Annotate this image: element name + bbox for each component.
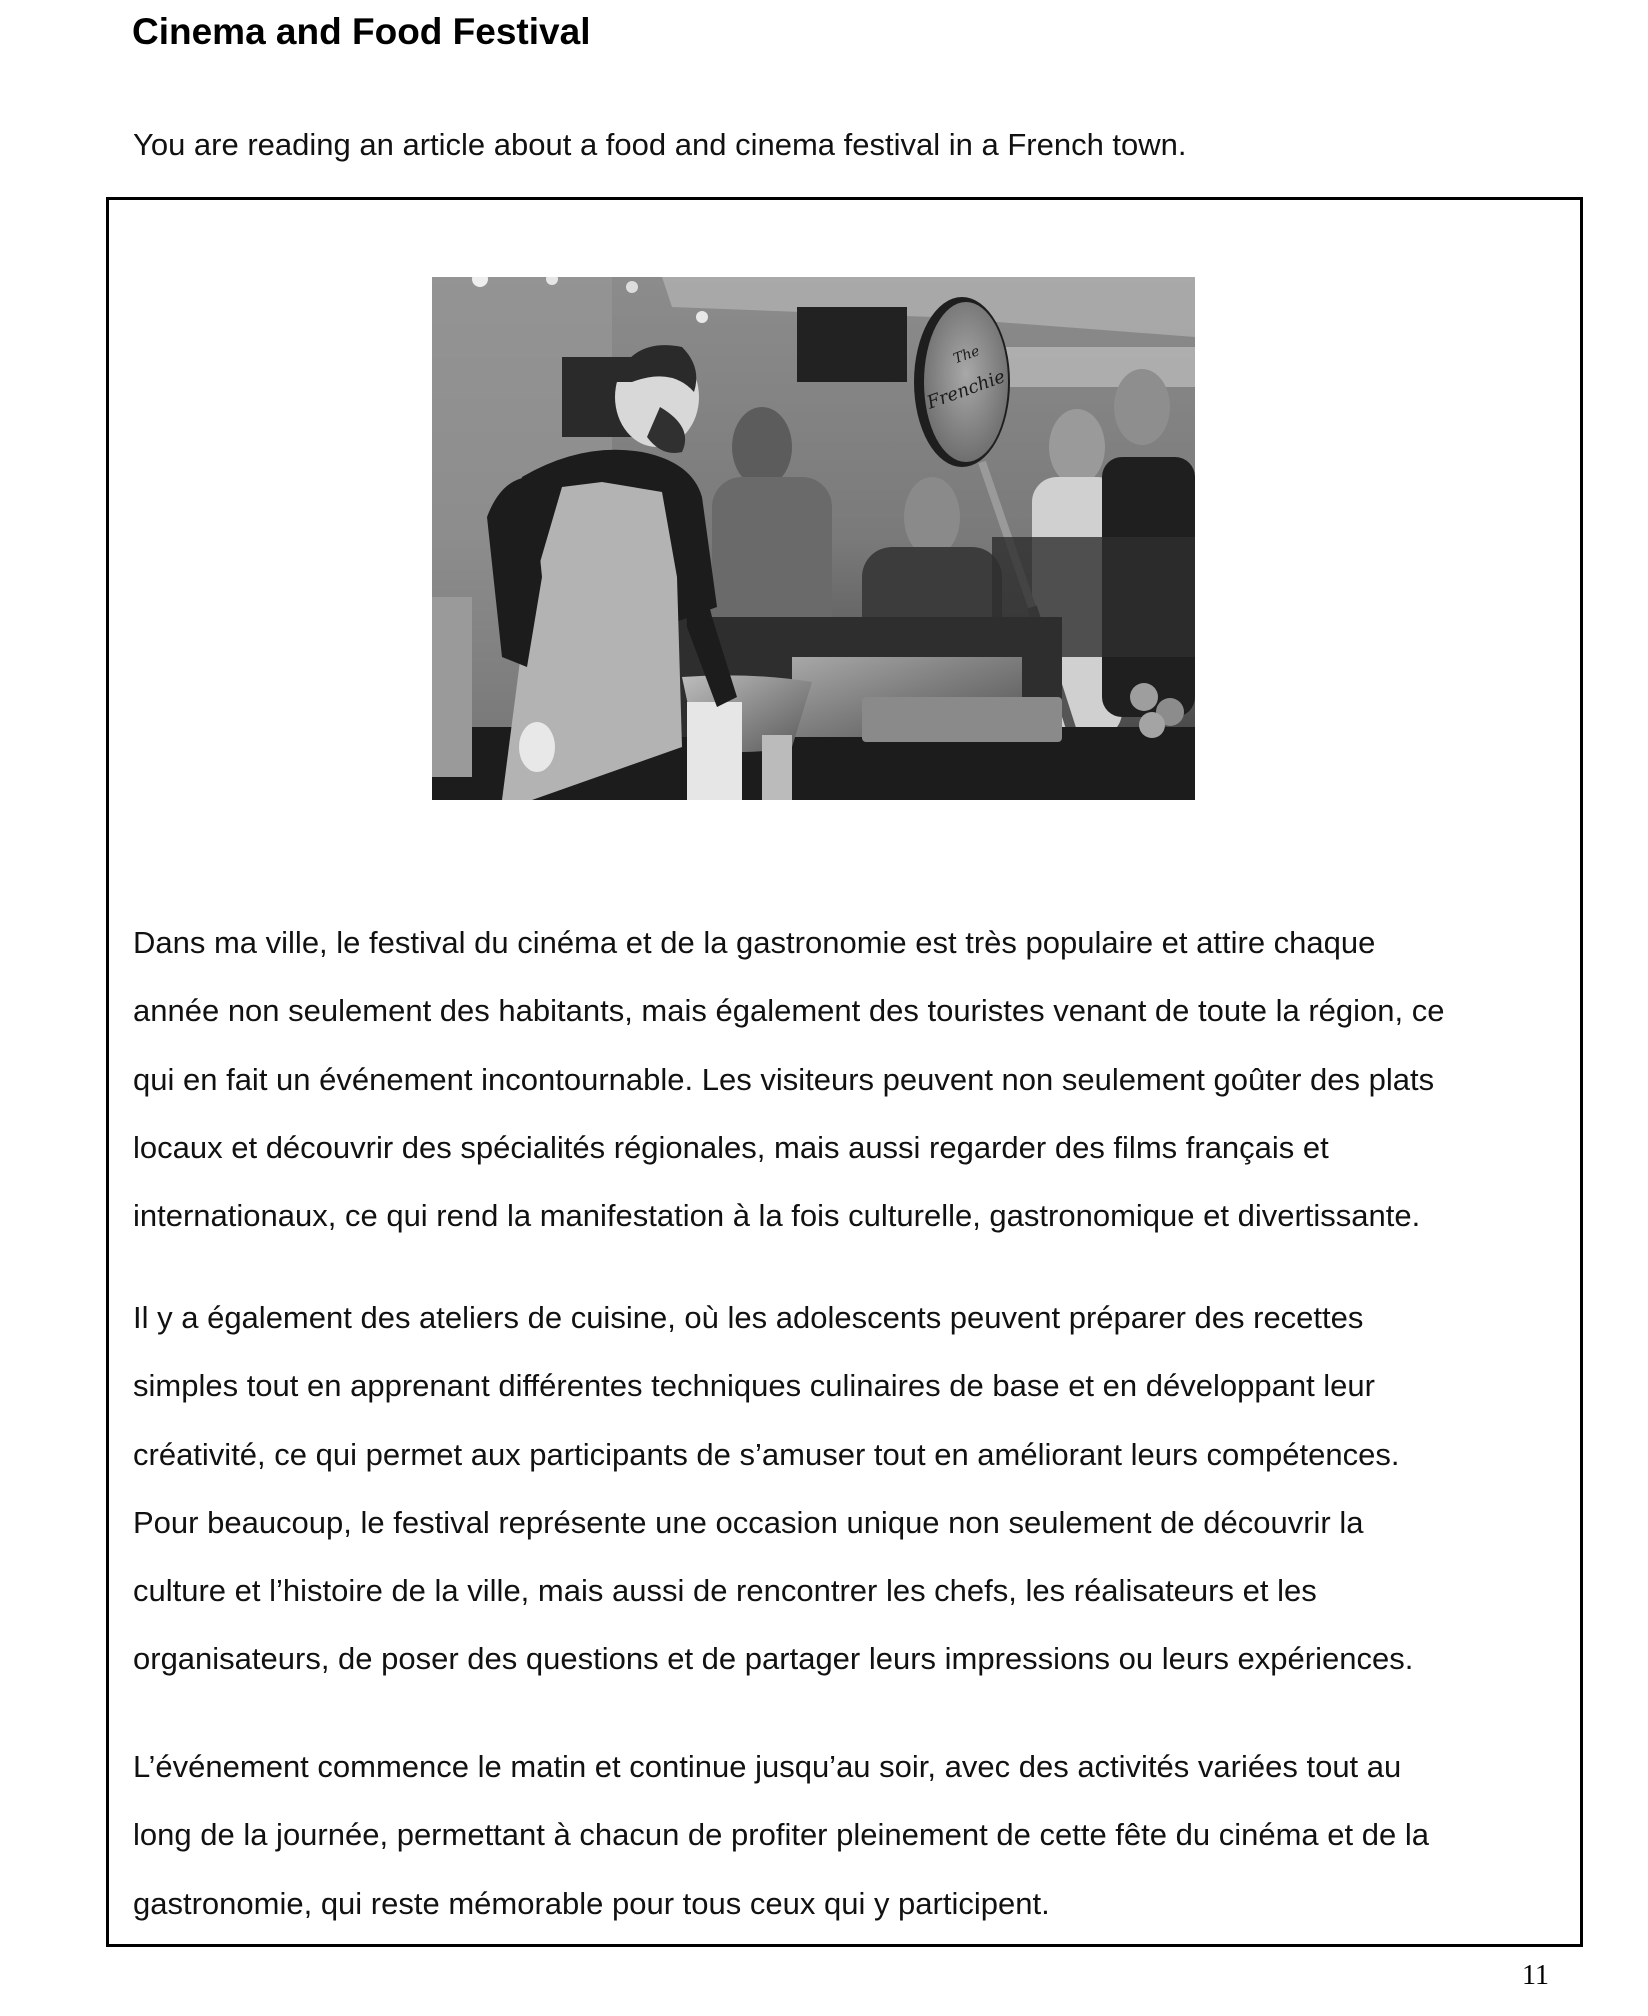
paragraph-line: gastronomie, qui reste mémorable pour tous ceux qui y participent. [133, 1885, 1050, 1921]
paragraph-line: culture et l’histoire de la ville, mais aussi de rencontrer les chefs, les réalisateurs et les [133, 1573, 1317, 1609]
svg-text:Frenchie: Frenchie [924, 366, 1008, 414]
intro-text: You are reading an article about a food and cinema festival in a French town. [133, 127, 1187, 162]
paragraph-line: L’événement commence le matin et continue jusqu’au soir, avec des activités variées tout au [133, 1749, 1402, 1784]
paragraph-line: simples tout en apprenant différentes techniques culinaires de base et en développant leur [133, 1368, 1375, 1404]
page-title: Cinema and Food Festival [132, 11, 591, 52]
article-paragraph-2 [133, 1284, 1413, 1694]
paragraph-line: qui en fait un événement incontournable. Les visiteurs peuvent non seulement goûter des plats [133, 1061, 1435, 1097]
paragraph-line: Pour beaucoup, le festival représente une occasion unique non seulement de découvrir la [133, 1504, 1364, 1540]
article-paragraph-1 [133, 909, 1444, 1250]
paragraph-line: Dans ma ville, le festival du cinéma et de la gastronomie est très populaire et attire chaque [133, 925, 1376, 960]
article-paragraph-3 [133, 1733, 1429, 1938]
paragraph-line: organisateurs, de poser des questions et de partager leurs impressions ou leurs expériences. [133, 1641, 1414, 1677]
svg-text:The: The [951, 343, 982, 368]
page-number: 11 [1522, 1960, 1549, 1991]
paragraph-line: Il y a également des ateliers de cuisine, où les adolescents peuvent préparer des recettes [133, 1300, 1364, 1335]
festival-photo [432, 277, 1195, 800]
paragraph-line: année non seulement des habitants, mais également des touristes venant de toute la région, ce [133, 993, 1445, 1029]
paragraph-line: long de la journée, permettant à chacun de profiter pleinement de cette fête du cinéma et de la [133, 1817, 1429, 1853]
food-stall-photo-icon [432, 277, 1195, 800]
paragraph-line: internationaux, ce qui rend la manifestation à la fois culturelle, gastronomique et divertissante. [133, 1198, 1421, 1234]
paragraph-line: créativité, ce qui permet aux participants de s’amuser tout en améliorant leurs compétences. [133, 1436, 1400, 1472]
paragraph-line: locaux et découvrir des spécialités régionales, mais aussi regarder des films français et [133, 1129, 1329, 1165]
